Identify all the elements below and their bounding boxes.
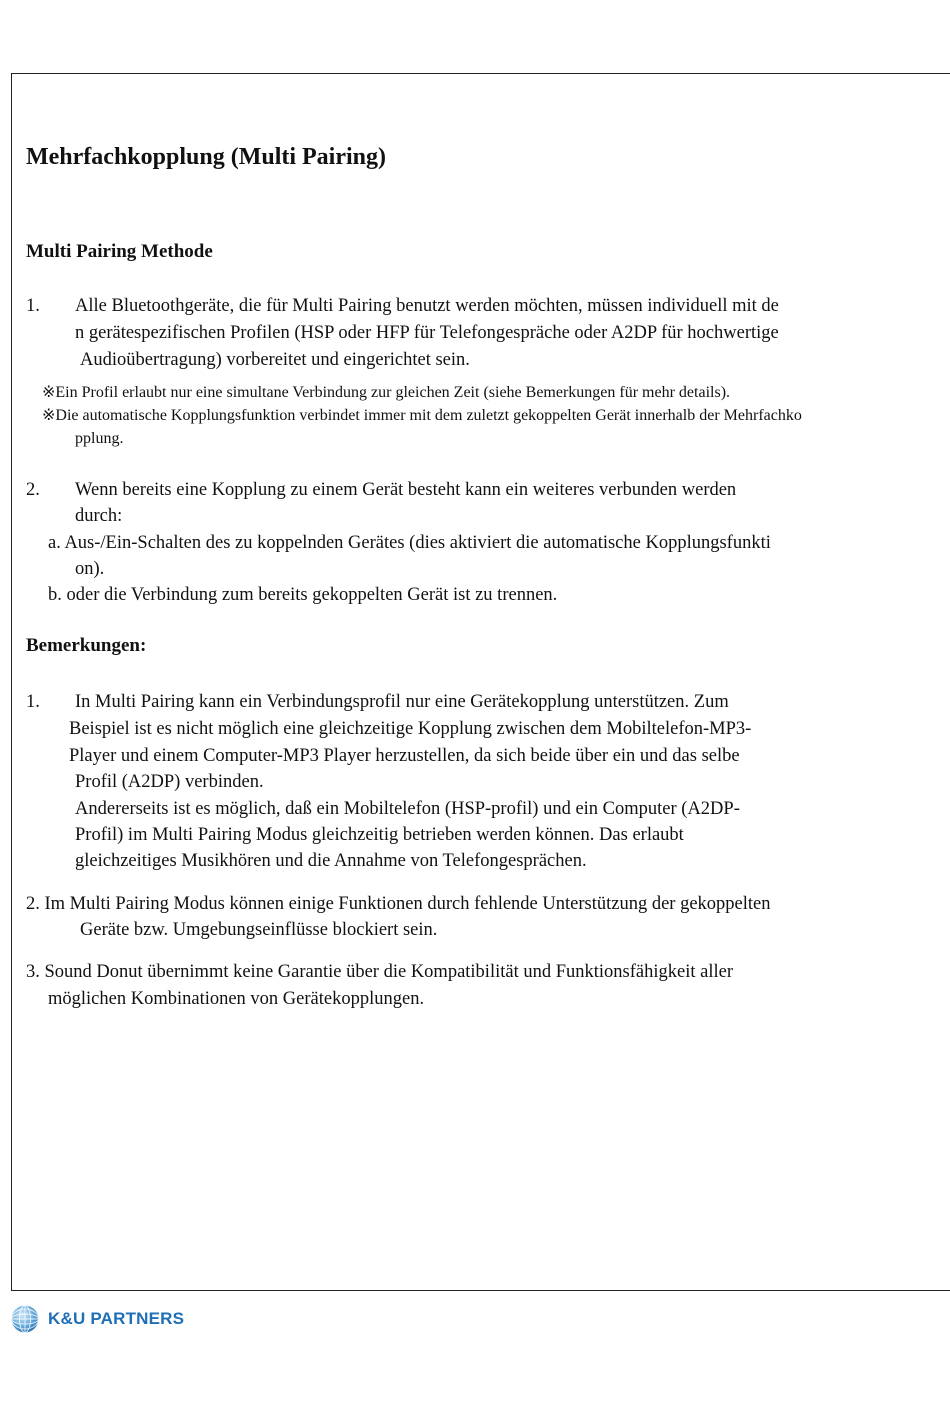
company-logo xyxy=(10,1302,184,1336)
method-item-2-sub-b: b. oder die Verbindung zum bereits gekoppelten Gerät ist zu trennen. xyxy=(48,585,558,605)
method-item-1-line-1: Alle Bluetoothgeräte, die für Multi Pairing benutzt werden möchten, müssen individuell mit de xyxy=(75,296,779,316)
remarks-heading: Bemerkungen: xyxy=(26,635,147,656)
note-2: ※Die automatische Kopplungsfunktion verbindet immer mit dem zuletzt gekoppelten Gerät innerhalb der Mehrfachko xyxy=(42,407,802,424)
method-item-2-sub-a-line-1: a. Aus-/Ein-Schalten des zu koppelnden Gerätes (dies aktiviert die automatische Kopplungsfunkti xyxy=(48,533,771,553)
remarks-item-1-line-7: gleichzeitiges Musikhören und die Annahme von Telefongesprächen. xyxy=(75,851,587,871)
remarks-item-1-line-2: Beispiel ist es nicht möglich eine gleichzeitige Kopplung zwischen dem Mobiltelefon-MP3- xyxy=(69,719,752,739)
remarks-item-1-line-3: Player und einem Computer-MP3 Player herzustellen, da sich beide über ein und das selbe xyxy=(69,746,740,766)
remarks-item-3-line-1: 3. Sound Donut übernimmt keine Garantie über die Kompatibilität und Funktionsfähigkeit aller xyxy=(26,962,733,982)
method-item-2-line-2: durch: xyxy=(75,506,123,526)
note-2-continued: pplung. xyxy=(75,430,124,447)
remarks-item-1-line-5: Andererseits ist es möglich, daß ein Mobiltelefon (HSP-profil) und ein Computer (A2DP- xyxy=(75,799,740,819)
remarks-item-1-line-6: Profil) im Multi Pairing Modus gleichzeitig betrieben werden können. Das erlaubt xyxy=(75,825,684,845)
method-item-1-line-2: n gerätespezifischen Profilen (HSP oder HFP für Telefongespräche oder A2DP für hochwertige xyxy=(75,323,779,343)
remarks-item-1-line-1: In Multi Pairing kann ein Verbindungsprofil nur eine Gerätekopplung unterstützen. Zum xyxy=(75,692,729,712)
method-item-1-line-3: Audioübertragung) vorbereitet und eingerichtet sein. xyxy=(80,350,470,370)
remarks-item-3-line-2: möglichen Kombinationen von Gerätekopplungen. xyxy=(48,989,425,1009)
method-item-2-line-1: Wenn bereits eine Kopplung zu einem Gerät besteht kann ein weiteres verbunden werden xyxy=(75,480,737,500)
globe-icon xyxy=(10,1304,40,1334)
remarks-item-2-line-1: 2. Im Multi Pairing Modus können einige Funktionen durch fehlende Unterstützung der gekoppelten xyxy=(26,894,771,914)
method-heading: Multi Pairing Methode xyxy=(26,241,213,262)
logo-text: K&U PARTNERS xyxy=(48,1309,185,1328)
remarks-item-1-line-4: Profil (A2DP) verbinden. xyxy=(75,772,264,792)
method-item-2-sub-a-line-2: on). xyxy=(75,559,105,579)
remarks-item-2-line-2: Geräte bzw. Umgebungseinflüsse blockiert sein. xyxy=(80,920,438,940)
item-number: 2. xyxy=(26,480,40,500)
note-1: ※Ein Profil erlaubt nur eine simultane Verbindung zur gleichen Zeit (siehe Bemerkungen für mehr details). xyxy=(42,384,731,401)
item-number: 1. xyxy=(26,692,40,712)
item-number: 1. xyxy=(26,296,40,316)
page-title: Mehrfachkopplung (Multi Pairing) xyxy=(26,144,387,170)
